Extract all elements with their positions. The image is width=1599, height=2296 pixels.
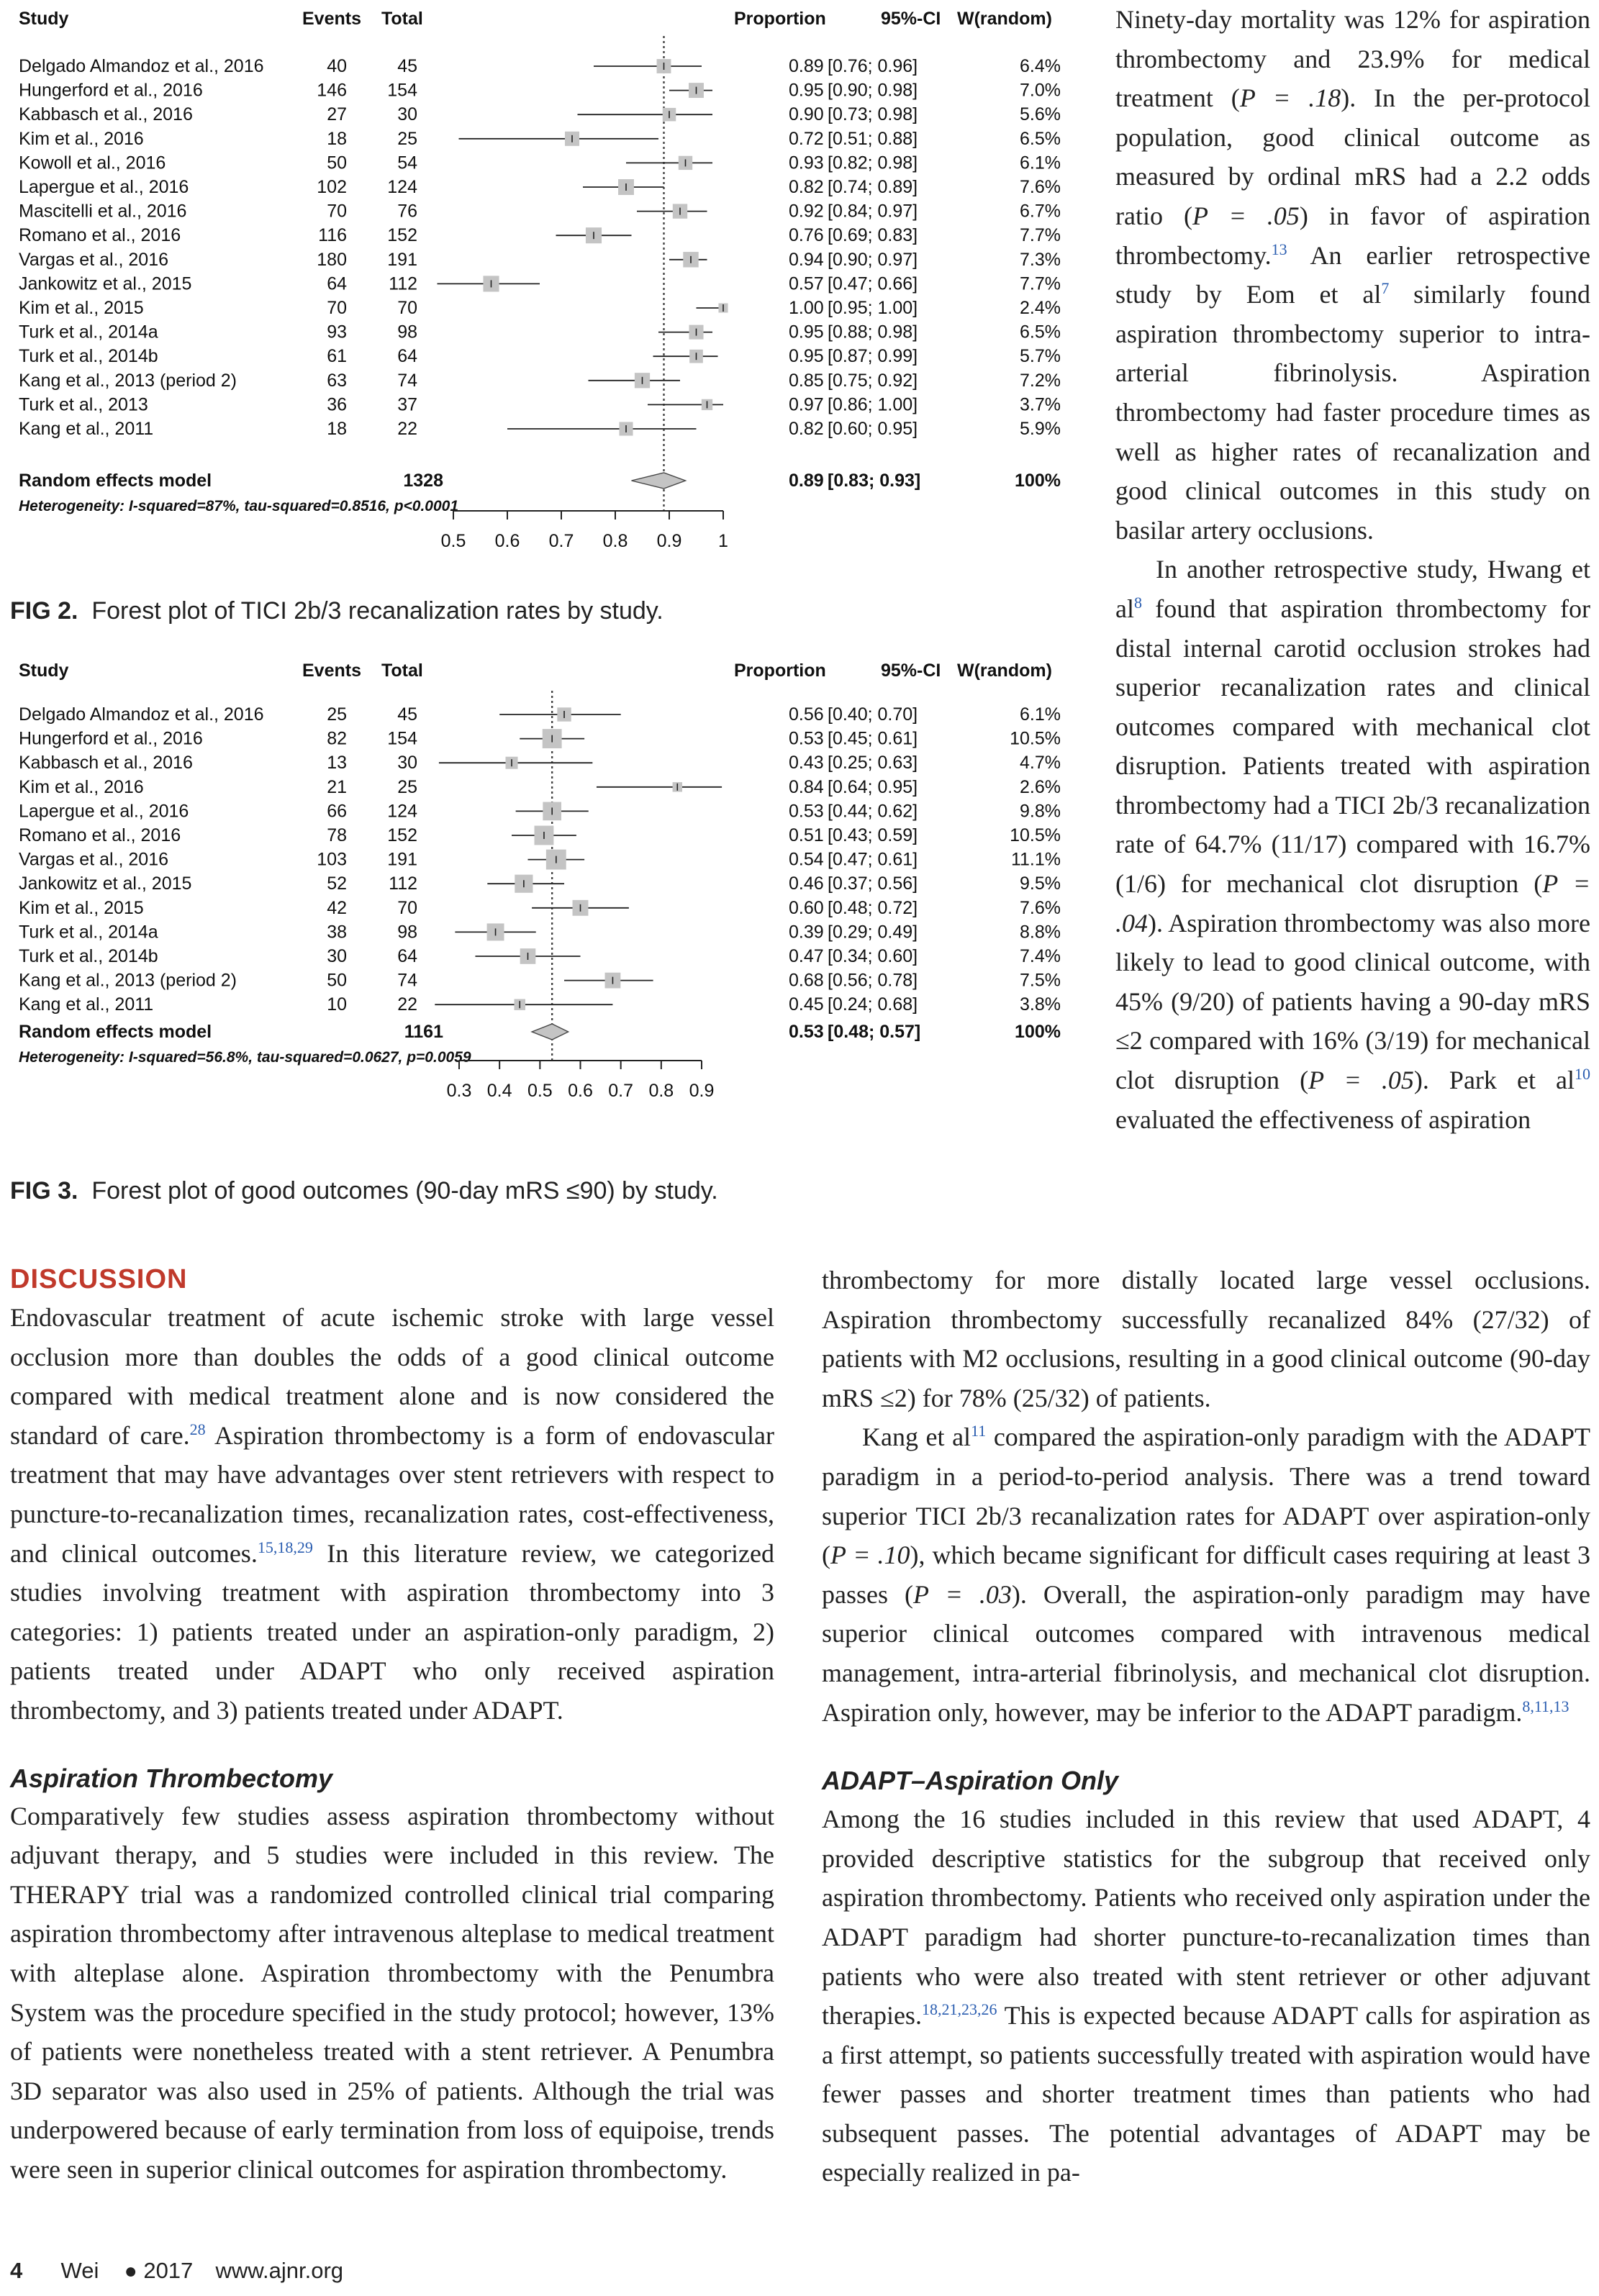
row-weight: 9.5% <box>1020 874 1061 894</box>
header-proportion: Proportion <box>734 661 826 681</box>
row-ci: [0.51; 0.88] <box>828 128 918 149</box>
row-proportion: 0.92 <box>789 201 824 222</box>
row-weight: 6.4% <box>1020 56 1061 76</box>
fig2-caption-label: FIG 2. <box>10 597 78 625</box>
row-study: Kabbasch et al., 2016 <box>19 104 193 125</box>
row-events: 25 <box>327 704 347 725</box>
row-events: 61 <box>327 346 347 367</box>
row-study: Turk et al., 2014b <box>19 946 158 966</box>
header-study: Study <box>19 9 69 29</box>
row-total: 64 <box>397 346 417 367</box>
bullet-icon: ● <box>124 2259 137 2283</box>
row-events: 27 <box>327 104 347 125</box>
row-weight: 6.7% <box>1020 201 1061 222</box>
summary-proportion: 0.53 <box>789 1022 824 1042</box>
row-events: 50 <box>327 153 347 173</box>
section-heading-discussion: DISCUSSION <box>10 1264 188 1294</box>
row-study: Romano et al., 2016 <box>19 825 181 845</box>
citation-ref[interactable]: 13 <box>1271 240 1287 258</box>
row-weight: 7.3% <box>1020 249 1061 270</box>
row-ci: [0.90; 0.97] <box>828 249 918 270</box>
row-study: Jankowitz et al., 2015 <box>19 273 192 294</box>
row-proportion: 0.68 <box>789 970 824 991</box>
row-proportion: 0.95 <box>789 80 824 101</box>
row-events: 30 <box>327 946 347 966</box>
summary-total: 1328 <box>403 471 443 491</box>
header-ci: 95%-CI <box>881 9 941 29</box>
row-study: Jankowitz et al., 2015 <box>19 874 192 894</box>
row-proportion: 0.54 <box>789 849 824 870</box>
row-weight: 10.5% <box>1010 728 1061 749</box>
header-study: Study <box>19 661 69 681</box>
row-total: 22 <box>397 994 417 1015</box>
row-total: 112 <box>389 874 417 894</box>
summary-diamond <box>532 1024 569 1040</box>
row-weight: 10.5% <box>1010 825 1061 845</box>
row-proportion: 0.85 <box>789 370 824 391</box>
row-study: Lapergue et al., 2016 <box>19 801 189 822</box>
row-total: 152 <box>387 825 417 845</box>
row-study: Delgado Almandoz et al., 2016 <box>19 56 264 76</box>
row-total: 64 <box>397 946 417 966</box>
row-total: 30 <box>397 104 417 125</box>
row-study: Lapergue et al., 2016 <box>19 177 189 197</box>
row-events: 103 <box>317 849 347 870</box>
summary-ci: [0.48; 0.57] <box>828 1022 921 1042</box>
row-weight: 5.9% <box>1020 419 1061 439</box>
row-ci: [0.84; 0.97] <box>828 201 918 222</box>
header-ci: 95%-CI <box>881 661 941 681</box>
row-weight: 7.4% <box>1020 946 1061 966</box>
citation-ref[interactable]: 11 <box>971 1422 987 1440</box>
row-study: Kowoll et al., 2016 <box>19 153 166 173</box>
row-proportion: 0.47 <box>789 946 824 966</box>
row-ci: [0.86; 1.00] <box>828 394 918 415</box>
row-study: Delgado Almandoz et al., 2016 <box>19 704 264 725</box>
row-study: Hungerford et al., 2016 <box>19 80 203 101</box>
row-total: 25 <box>397 128 417 149</box>
row-ci: [0.43; 0.59] <box>828 825 918 845</box>
row-ci: [0.95; 1.00] <box>828 298 918 318</box>
row-ci: [0.40; 0.70] <box>828 704 918 725</box>
right-column-bottom <box>822 1261 1590 2192</box>
row-events: 18 <box>327 128 347 149</box>
row-proportion: 0.89 <box>789 56 824 76</box>
row-study: Turk et al., 2013 <box>19 394 148 415</box>
row-total: 154 <box>387 728 417 749</box>
row-proportion: 0.53 <box>789 801 824 822</box>
row-events: 82 <box>327 728 347 749</box>
row-weight: 7.6% <box>1020 897 1061 918</box>
row-ci: [0.76; 0.96] <box>828 56 918 76</box>
row-study: Kang et al., 2013 (period 2) <box>19 970 237 991</box>
row-weight: 7.7% <box>1020 273 1061 294</box>
row-ci: [0.44; 0.62] <box>828 801 918 822</box>
row-total: 154 <box>387 80 417 101</box>
citation-ref[interactable]: 10 <box>1575 1065 1590 1084</box>
row-events: 36 <box>327 394 347 415</box>
row-study: Romano et al., 2016 <box>19 225 181 246</box>
row-total: 25 <box>397 776 417 797</box>
row-ci: [0.47; 0.61] <box>828 849 918 870</box>
row-study: Kim et al., 2016 <box>19 776 144 797</box>
left-column <box>10 1261 774 2189</box>
row-study: Turk et al., 2014a <box>19 322 158 342</box>
row-proportion: 0.46 <box>789 874 824 894</box>
fig3-caption <box>10 1177 718 1205</box>
row-ci: [0.29; 0.49] <box>828 922 918 943</box>
x-tick-label: 0.6 <box>494 531 520 551</box>
section-heading-adapt-aspiration-only: ADAPT–Aspiration Only <box>822 1766 1119 1796</box>
row-weight: 4.7% <box>1020 753 1061 773</box>
row-events: 64 <box>327 273 347 294</box>
fig2-caption <box>10 597 663 625</box>
heterogeneity-stats: Heterogeneity: I-squared=87%, tau-squared=0.8516, p<0.0001 <box>19 498 459 514</box>
row-proportion: 1.00 <box>789 298 824 318</box>
row-total: 124 <box>387 801 417 822</box>
row-study: Kabbasch et al., 2016 <box>19 753 193 773</box>
row-events: 180 <box>317 249 347 270</box>
right-paragraph-3: Kang et $al^{11}$ compared the aspiration-only paradigm with the ADAPT paradigm in a period-to-period analysis. There was a trend toward superior TICI 2b/3 recanalization rates for ADAPT over aspiration-only (P = .10), which became significant for difficult cases requiring at least 3 passes (P = .03). Overall, the aspiration-only paradigm may have superior clinical outcomes compared with intravenous medical management, intra-arterial fibrinolysis, and mechanical clot disruption. Aspiration only, however, may be inferior to the ADAPT paradigm.$^{8,11,13}$ <box>822 1422 1590 1727</box>
row-weight: 2.4% <box>1020 298 1061 318</box>
x-tick-label: 0.5 <box>527 1081 553 1101</box>
header-events: Events <box>302 661 361 681</box>
row-total: 191 <box>387 849 417 870</box>
row-events: 146 <box>317 80 347 101</box>
citation-ref[interactable]: 18,21,23,26 <box>921 2000 997 2019</box>
header-total: Total <box>381 9 423 29</box>
left-paragraph-2: Comparatively few studies assess aspiration thrombectomy without adjuvant therapy, and 5 studies were included in this review. The THERAPY trial was a randomized controlled clinical trial comparing aspiration thrombectomy after intravenous alteplase to medical treatment with alteplase alone. Aspiration thrombectomy with the Penumbra System was the procedure specified in the study protocol; however, 13% of patients were nonetheless treated with a stent retriever. A Penumbra 3D separator was also used in 25% of patients. Although the trial was underpowered because of early termination from loss of equipoise, trends were seen in superior clinical outcomes for aspiration thrombectomy. <box>10 1801 774 2184</box>
row-proportion: 0.82 <box>789 177 824 197</box>
row-proportion: 0.94 <box>789 249 824 270</box>
row-ci: [0.37; 0.56] <box>828 874 918 894</box>
row-total: 76 <box>397 201 417 222</box>
right-paragraph-1: Ninety-day mortality was 12% for aspiration thrombectomy and 23.9% for medical treatment (P = .18). In the per-protocol population, good clinical outcome as measured by ordinal mRS had a 2.2 odds ratio (P = .05) in favor of aspiration thrombectomy.$^{13}$ An earlier retrospective study by Eom et $al^7$ similarly found aspiration thrombectomy superior to intra-arterial fibrinolysis. Aspiration thrombectomy had faster procedure times as well as higher rates of recanalization and good clinical outcomes in this study on basilar artery occlusions. <box>1115 5 1591 545</box>
x-tick-label: 0.9 <box>689 1081 715 1101</box>
row-weight: 7.0% <box>1020 80 1061 101</box>
x-tick-label: 1 <box>718 531 728 551</box>
row-ci: [0.69; 0.83] <box>828 225 918 246</box>
row-study: Vargas et al., 2016 <box>19 249 169 270</box>
row-proportion: 0.57 <box>789 273 824 294</box>
row-events: 10 <box>327 994 347 1015</box>
row-weight: 3.7% <box>1020 394 1061 415</box>
row-weight: 3.8% <box>1020 994 1061 1015</box>
row-ci: [0.82; 0.98] <box>828 153 918 173</box>
row-events: 116 <box>318 225 347 246</box>
row-events: 38 <box>327 922 347 943</box>
right-paragraph-4: Among the 16 studies included in this review that used ADAPT, 4 provided descriptive statistics for the subgroup that received only aspiration thrombectomy. Patients who received only aspiration under the ADAPT paradigm had shorter puncture-to-recanalization times than patients who were also treated with stent retriever or other adjuvant therapies.$^{18,21,23,26}$ This is expected because ADAPT calls for aspiration as a first attempt, so patients successfully treated with aspiration would have fewer passes and shorter treatment times than patients who had subsequent passes. The potential advantages of ADAPT may be especially realized in pa- <box>822 1805 1590 2187</box>
row-study: Turk et al., 2014a <box>19 922 158 943</box>
footer-url[interactable]: www.ajnr.org <box>215 2258 344 2283</box>
row-proportion: 0.60 <box>789 897 824 918</box>
row-total: 22 <box>397 419 417 439</box>
row-weight: 6.5% <box>1020 322 1061 342</box>
row-total: 74 <box>397 370 417 391</box>
row-proportion: 0.45 <box>789 994 824 1015</box>
row-ci: [0.73; 0.98] <box>828 104 918 125</box>
footer-year: 2017 <box>143 2258 194 2283</box>
row-proportion: 0.95 <box>789 346 824 367</box>
row-events: 66 <box>327 801 347 822</box>
x-tick-label: 0.8 <box>648 1081 674 1101</box>
row-study: Kim et al., 2015 <box>19 897 144 918</box>
row-total: 54 <box>397 153 417 173</box>
heterogeneity-stats: Heterogeneity: I-squared=56.8%, tau-squared=0.0627, p=0.0059 <box>19 1049 471 1066</box>
row-events: 52 <box>327 874 347 894</box>
row-total: 152 <box>387 225 417 246</box>
header-weight: W(random) <box>957 9 1052 29</box>
row-events: 40 <box>327 56 347 76</box>
row-total: 98 <box>397 322 417 342</box>
page-number: 4 <box>10 2258 23 2283</box>
row-events: 18 <box>327 419 347 439</box>
row-ci: [0.75; 0.92] <box>828 370 918 391</box>
row-study: Kang et al., 2013 (period 2) <box>19 370 237 391</box>
row-proportion: 0.93 <box>789 153 824 173</box>
row-total: 70 <box>397 897 417 918</box>
row-proportion: 0.51 <box>789 825 824 845</box>
row-events: 13 <box>327 753 347 773</box>
row-ci: [0.24; 0.68] <box>828 994 918 1015</box>
row-weight: 7.5% <box>1020 970 1061 991</box>
x-tick-label: 0.9 <box>656 531 682 551</box>
right-column-top <box>1115 0 1590 1139</box>
row-ci: [0.48; 0.72] <box>828 897 918 918</box>
row-total: 74 <box>397 970 417 991</box>
row-weight: 6.1% <box>1020 704 1061 725</box>
row-events: 78 <box>327 825 347 845</box>
x-tick-label: 0.5 <box>440 531 466 551</box>
row-total: 112 <box>389 273 417 294</box>
row-total: 45 <box>397 704 417 725</box>
fig2-forest-plot <box>0 0 1079 576</box>
x-tick-label: 0.3 <box>446 1081 472 1101</box>
row-proportion: 0.72 <box>789 128 824 149</box>
row-weight: 5.6% <box>1020 104 1061 125</box>
row-study: Hungerford et al., 2016 <box>19 728 203 749</box>
citation-ref[interactable]: 7 <box>1381 279 1390 298</box>
row-ci: [0.25; 0.63] <box>828 753 918 773</box>
row-proportion: 0.95 <box>789 322 824 342</box>
x-tick-label: 0.6 <box>568 1081 593 1101</box>
row-weight: 2.6% <box>1020 776 1061 797</box>
row-events: 70 <box>327 201 347 222</box>
fig3-forest-plot <box>0 648 1079 1166</box>
row-weight: 7.7% <box>1020 225 1061 246</box>
row-weight: 5.7% <box>1020 346 1061 367</box>
header-proportion: Proportion <box>734 9 826 29</box>
x-tick-label: 0.7 <box>548 531 574 551</box>
x-tick-label: 0.4 <box>486 1081 512 1101</box>
citation-ref[interactable]: 15,18,29 <box>257 1538 313 1556</box>
summary-weight: 100% <box>1015 1022 1061 1042</box>
row-ci: [0.34; 0.60] <box>828 946 918 966</box>
row-study: Mascitelli et al., 2016 <box>19 201 187 222</box>
summary-label: Random effects model <box>19 471 212 491</box>
row-proportion: 0.97 <box>789 394 824 415</box>
header-weight: W(random) <box>957 661 1052 681</box>
row-total: 98 <box>397 922 417 943</box>
row-proportion: 0.56 <box>789 704 824 725</box>
row-events: 70 <box>327 298 347 318</box>
fig2-caption-text: Forest plot of TICI 2b/3 recanalization rates by study. <box>91 597 663 625</box>
right-paragraph-2-continued: thrombectomy for more distally located large vessel occlusions. Aspiration thrombectomy successfully recanalized 84% (27/32) of patients with M2 occlusions, resulting in a good clinical outcome (90-day mRS ≤2) for 78% (25/32) of patients. <box>822 1266 1590 1412</box>
row-weight: 8.8% <box>1020 922 1061 943</box>
footer-author: Wei <box>60 2258 99 2283</box>
summary-ci: [0.83; 0.93] <box>828 471 921 491</box>
row-ci: [0.60; 0.95] <box>828 419 918 439</box>
row-proportion: 0.53 <box>789 728 824 749</box>
row-ci: [0.74; 0.89] <box>828 177 918 197</box>
row-total: 191 <box>387 249 417 270</box>
right-paragraph-2: In another retrospective study, Hwang et $al^8$ found that aspiration thrombectomy for distal internal carotid occlusion strokes had superior recanalization rates and clinical outcomes compared with mechanical clot disruption. Patients treated with aspiration thrombectomy had a TICI 2b/3 recanalization rate of 64.7% (11/17) compared with 16.7% (1/6) for mechanical clot disruption (P = .04). Aspiration thrombectomy was also more likely to lead to good clinical outcome, with 45% (9/20) of patients having a 90-day mRS ≤2 compared with 16% (3/19) for mechanical clot disruption (P = .05). Park et $al^{10}$ evaluated the effectiveness of aspiration <box>1115 555 1591 1134</box>
x-tick-label: 0.8 <box>602 531 628 551</box>
row-events: 50 <box>327 970 347 991</box>
row-ci: [0.45; 0.61] <box>828 728 918 749</box>
x-tick-label: 0.7 <box>608 1081 634 1101</box>
row-study: Kang et al., 2011 <box>19 419 154 439</box>
row-study: Turk et al., 2014b <box>19 346 158 367</box>
summary-total: 1161 <box>404 1022 443 1042</box>
row-study: Kim et al., 2016 <box>19 128 144 149</box>
row-weight: 6.1% <box>1020 153 1061 173</box>
citation-ref[interactable]: 8,11,13 <box>1522 1697 1569 1715</box>
row-total: 45 <box>397 56 417 76</box>
row-events: 93 <box>327 322 347 342</box>
row-events: 102 <box>317 177 347 197</box>
summary-weight: 100% <box>1015 471 1061 491</box>
summary-label: Random effects model <box>19 1022 212 1042</box>
row-total: 37 <box>397 394 417 415</box>
page-footer <box>10 2258 343 2284</box>
row-ci: [0.88; 0.98] <box>828 322 918 342</box>
row-ci: [0.90; 0.98] <box>828 80 918 101</box>
header-total: Total <box>381 661 423 681</box>
row-ci: [0.56; 0.78] <box>828 970 918 991</box>
citation-ref[interactable]: 28 <box>189 1420 206 1438</box>
row-weight: 7.2% <box>1020 370 1061 391</box>
row-study: Kang et al., 2011 <box>19 994 154 1015</box>
row-total: 30 <box>397 753 417 773</box>
row-ci: [0.64; 0.95] <box>828 776 918 797</box>
row-study: Kim et al., 2015 <box>19 298 144 318</box>
row-proportion: 0.39 <box>789 922 824 943</box>
row-weight: 6.5% <box>1020 128 1061 149</box>
citation-ref[interactable]: 8 <box>1133 593 1142 612</box>
row-total: 124 <box>387 177 417 197</box>
summary-diamond <box>632 473 686 489</box>
row-events: 63 <box>327 370 347 391</box>
row-weight: 9.8% <box>1020 801 1061 822</box>
section-heading-aspiration-thrombectomy: Aspiration Thrombectomy <box>10 1763 333 1793</box>
row-total: 70 <box>397 298 417 318</box>
row-study: Vargas et al., 2016 <box>19 849 169 870</box>
row-events: 21 <box>327 776 347 797</box>
fig3-caption-label: FIG 3. <box>10 1177 78 1204</box>
row-ci: [0.87; 0.99] <box>828 346 918 367</box>
row-proportion: 0.84 <box>789 776 824 797</box>
row-weight: 11.1% <box>1010 849 1061 870</box>
header-events: Events <box>302 9 361 29</box>
summary-proportion: 0.89 <box>789 471 824 491</box>
row-proportion: 0.82 <box>789 419 824 439</box>
left-paragraph-1: Endovascular treatment of acute ischemic stroke with large vessel occlusion more than doubles the odds of a good clinical outcome compared with medical treatment alone and is now considered the standard of care.$^{28}$ Aspiration thrombectomy is a form of endovascular treatment that may have advantages over stent retrievers with respect to puncture-to-recanalization times, recanalization rates, cost-effectiveness, and clinical outcomes.$^{15,18,29}$ In this literature review, we categorized studies involving treatment with aspiration thrombectomy into 3 categories: 1) patients treated under an aspiration-only paradigm, 2) patients treated under ADAPT who only received aspiration thrombectomy, and 3) patients treated under ADAPT. <box>10 1303 774 1725</box>
fig3-caption-text: Forest plot of good outcomes (90-day mRS ≤90) by study. <box>91 1177 718 1204</box>
row-proportion: 0.90 <box>789 104 824 125</box>
row-ci: [0.47; 0.66] <box>828 273 918 294</box>
row-proportion: 0.76 <box>789 225 824 246</box>
row-events: 42 <box>327 897 347 918</box>
row-weight: 7.6% <box>1020 177 1061 197</box>
row-proportion: 0.43 <box>789 753 824 773</box>
